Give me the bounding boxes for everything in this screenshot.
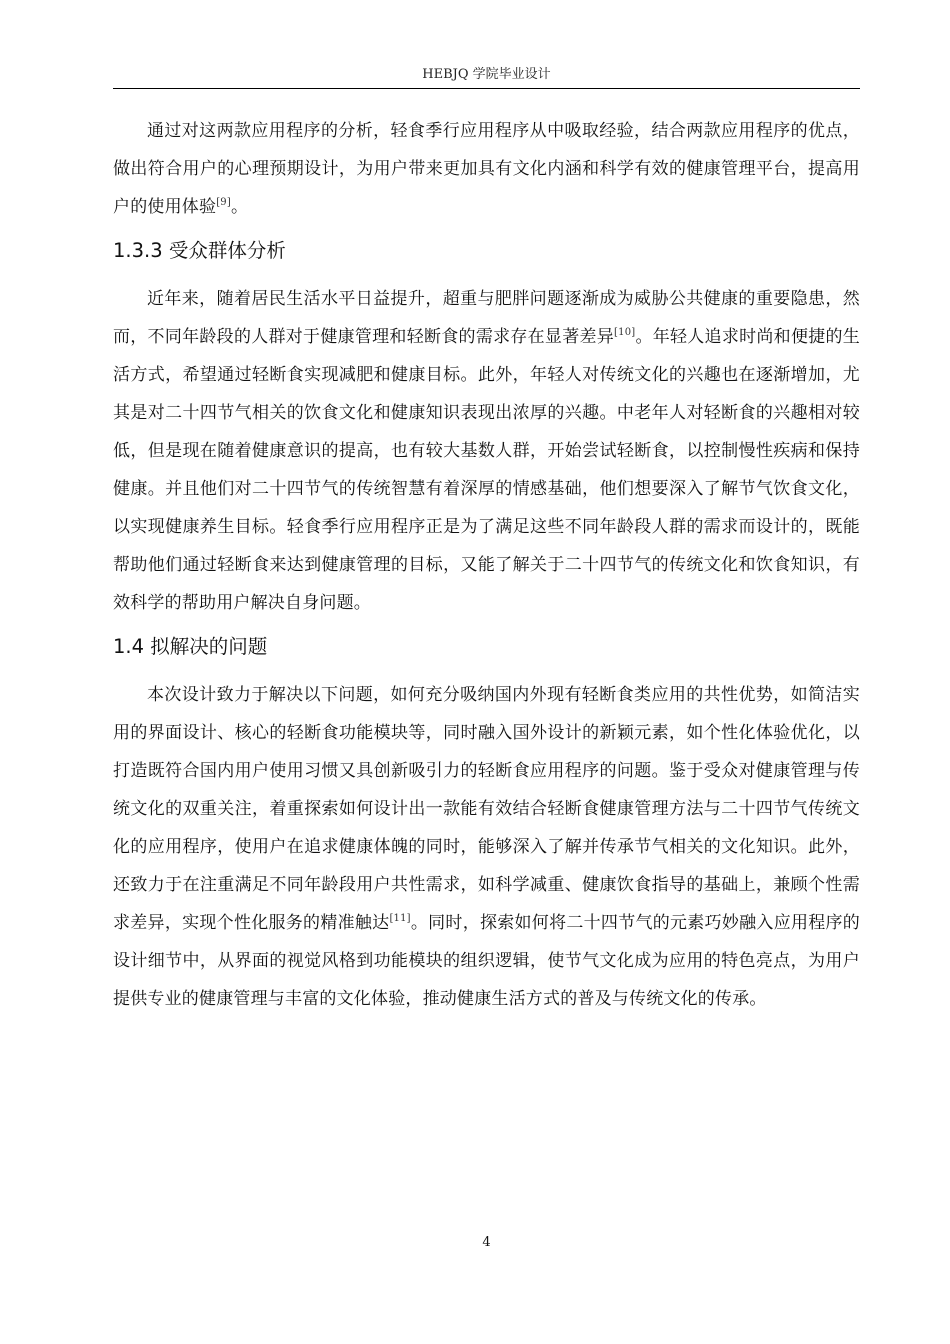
page-number: 4 xyxy=(482,1235,491,1250)
citation-ref: [11] xyxy=(389,913,411,924)
paragraph-problems xyxy=(113,676,860,1018)
paragraph-app-analysis xyxy=(113,112,860,226)
citation-ref: [10] xyxy=(614,327,636,338)
paragraph-text: 本次设计致力于解决以下问题，如何充分吸纳国内外现有轻断食类应用的共性优势，如简洁实用的界面设计、核心的轻断食功能模块等，同时融入国外设计的新颖元素，如个性化体验优化，以打造既符合国内用户使用习惯又具创新吸引力的轻断食应用程序的问题。鉴于受众对健康管理与传统文化的双重关注，着重探索如何设计出一款能有效结合轻断食健康管理方法与二十四节气传统文化的应用程序，使用户在追求健康体魄的同时，能够深入了解并传承节气相关的文化知识。此外，还致力于在注重满足不同年龄段用户共性需求，如科学减重、健康饮食指导的基础上，兼顾个性需求差异，实现个性化服务的精准触达 xyxy=(113,685,860,933)
paragraph-tail: 。同时，探索如何将二十四节气的元素巧妙融入应用程序的设计细节中，从界面的视觉风格到功能模块的组织逻辑，使节气文化成为应用的特色亮点，为用户提供专业的健康管理与丰富的文化体验，推动健康生活方式的普及与传统文化的传承。 xyxy=(113,913,861,1009)
paragraph-text: 近年来，随着居民生活水平日益提升，超重与肥胖问题逐渐成为威胁公共健康的重要隐患，然而，不同年龄段的人群对于健康管理和轻断食的需求存在显著差异 xyxy=(113,289,860,347)
paragraph-text: 通过对这两款应用程序的分析，轻食季行应用程序从中吸取经验，结合两款应用程序的优点，做出符合用户的心理预期设计，为用户带来更加具有文化内涵和科学有效的健康管理平台，提高用户的使用体验 xyxy=(113,121,860,217)
citation-ref: [9] xyxy=(216,197,231,208)
page-body xyxy=(113,112,860,1018)
section-heading-problems: 1.4 拟解决的问题 xyxy=(113,635,268,658)
header-divider xyxy=(113,88,860,89)
paragraph-tail: 。年轻人追求时尚和便捷的生活方式，希望通过轻断食实现减肥和健康目标。此外，年轻人对传统文化的兴趣也在逐渐增加，尤其是对二十四节气相关的饮食文化和健康知识表现出浓厚的兴趣。中老年人对轻断食的兴趣相对较低，但是现在随着健康意识的提高，也有较大基数人群，开始尝试轻断食，以控制慢性疾病和保持健康。并且他们对二十四节气的传统智慧有着深厚的情感基础，他们想要深入了解节气饮食文化，以实现健康养生目标。轻食季行应用程序正是为了满足这些不同年龄段人群的需求而设计的，既能帮助他们通过轻断食来达到健康管理的目标，又能了解关于二十四节气的传统文化和饮食知识，有效科学的帮助用户解决自身问题。 xyxy=(113,327,860,613)
paragraph-audience xyxy=(113,280,860,622)
page-header: HEBJQ 学院毕业设计 xyxy=(422,67,551,82)
paragraph-tail: 。 xyxy=(230,197,249,217)
section-heading-audience: 1.3.3 受众群体分析 xyxy=(113,239,286,262)
